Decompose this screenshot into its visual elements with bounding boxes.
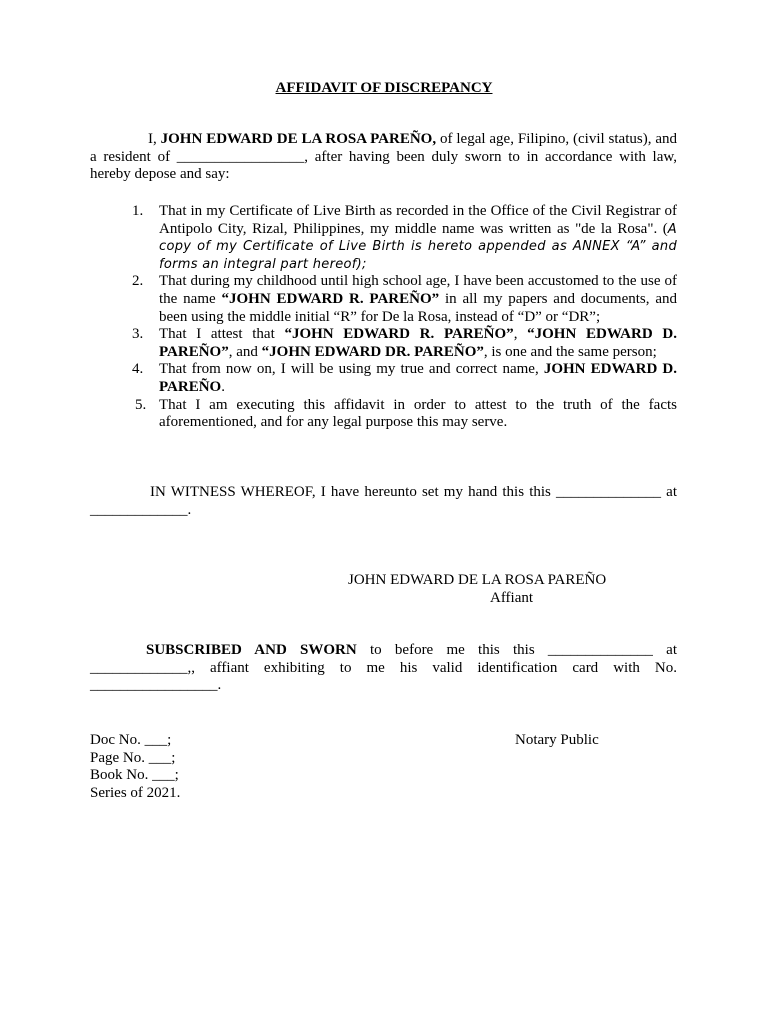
item-text: , and [228, 343, 262, 360]
place-blank: _____________ [90, 501, 188, 518]
item-text: That I am executing this affidavit in order to attest to the truth of the facts aforementioned, and for any legal purpose this may serve. [159, 396, 677, 431]
jurat-place-blank: _____________ [90, 659, 188, 676]
item-number: 4. [132, 361, 144, 378]
item-text: , is one and the same person; [483, 343, 657, 360]
notary-public-label: Notary Public [515, 732, 599, 748]
subscribed-sworn-heading: SUBSCRIBED AND SWORN [146, 642, 357, 658]
list-item [132, 361, 677, 396]
jurat-text-4: . [217, 677, 222, 694]
page-no: Page No. ___; [90, 749, 176, 766]
item-number: 3. [132, 326, 144, 343]
list-item [132, 203, 677, 273]
doc-no: Doc No. ___; [90, 732, 172, 748]
affiant-label: Affiant [490, 590, 534, 606]
item-bold-name: “JOHN EDWARD R. PAREÑO” [284, 326, 514, 343]
item-bold-name: “JOHN EDWARD R. PAREÑO” [221, 290, 440, 307]
item-text: That from now on, I will be using my true and correct name, [159, 361, 544, 378]
jurat-date-blank: ______________ [547, 642, 653, 658]
witness-text-3: . [187, 501, 192, 518]
document-title: AFFIDAVIT OF DISCREPANCY [275, 80, 493, 96]
book-no: Book No. ___; [90, 767, 179, 784]
list-item [132, 273, 677, 326]
witness-text-1: IN WITNESS WHEREOF, I have hereunto set my hand this this [150, 484, 557, 500]
id-number-blank: _________________ [90, 677, 218, 694]
item-text: That during my childhood until high school age, I have been accustomed to the use of the name [159, 273, 677, 307]
affiant-name-intro: JOHN EDWARD DE LA ROSA PAREÑO, [160, 131, 437, 147]
jurat-text-3: ,, affiant exhibiting to me his valid identification card with No. [187, 659, 677, 676]
item-text: That I attest that [159, 326, 285, 343]
item-bold-name: “JOHN EDWARD DR. PAREÑO” [261, 343, 484, 360]
intro-lead: I, [148, 131, 161, 147]
item-bold-name: “JOHN EDWARD D. PAREÑO” [159, 326, 677, 360]
item-number: 5. [135, 396, 147, 413]
list-item [132, 397, 677, 432]
annex-note: A copy of my Certificate of Live Birth is hereto appended as ANNEX “A” and forms an integral part hereof); [159, 221, 677, 272]
intro-paragraph [90, 131, 677, 184]
witness-paragraph [90, 484, 677, 519]
intro-text-2: , after having been duly sworn to in accordance with law, hereby depose and say: [90, 148, 677, 183]
jurat-paragraph [90, 642, 677, 695]
series: Series of 2021. [90, 784, 181, 801]
item-number: 2. [132, 273, 144, 290]
jurat-text-1: to before me this this [356, 642, 548, 658]
witness-text-2: at [661, 484, 677, 500]
item-bold-name: JOHN EDWARD D. PAREÑO [159, 361, 677, 395]
item-text: in all my papers and documents, and been using the middle initial “R” for De la Rosa, instead of “D” or “DR”; [159, 290, 678, 325]
intro-text-1: of legal age, Filipino, (civil status), and a resident of [90, 131, 678, 165]
affiant-signature-name: JOHN EDWARD DE LA ROSA PAREÑO [348, 572, 607, 588]
item-text: , [513, 326, 528, 343]
list-item [132, 326, 677, 361]
notarial-register-block [90, 732, 180, 802]
statement-list [132, 203, 677, 432]
date-blank: ______________ [556, 484, 662, 500]
item-number: 1. [132, 203, 144, 219]
jurat-text-2: at [652, 642, 678, 658]
item-text: That in my Certificate of Live Birth as recorded in the Office of the Civil Registrar of Antipolo City, Rizal, Philippines, my middle name was written as "de la Rosa". ( [159, 203, 677, 237]
residence-blank: _________________ [176, 148, 305, 165]
item-text: . [221, 378, 225, 395]
